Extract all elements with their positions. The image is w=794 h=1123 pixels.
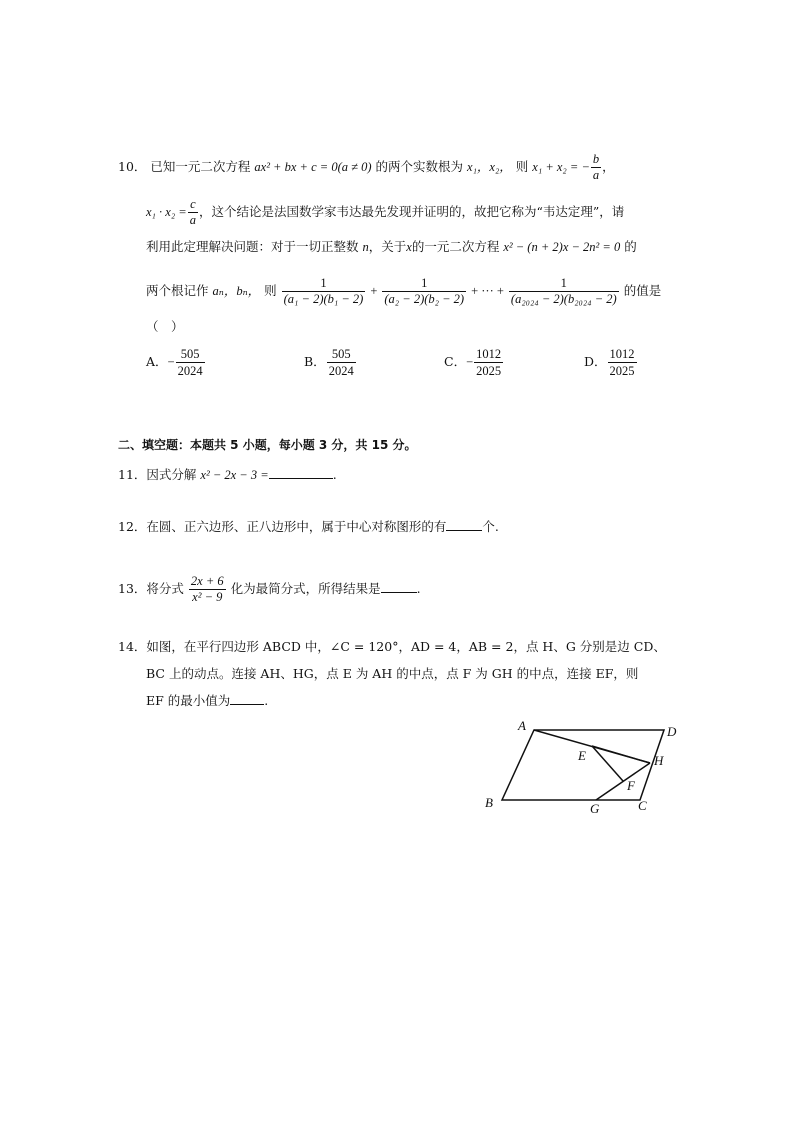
q10-line2: x₁ · x₂ = $\frac{c}{a}$ ，这个结论是法国数学家韦达最先发现并证明的，故把它称为“韦达定理”，请 xyxy=(146,197,625,227)
answer-blank[interactable] xyxy=(269,466,333,479)
fraction-expression: $\frac{2x + 6}{\text{x² − 9}}$ xyxy=(190,574,224,604)
label-g: G xyxy=(590,801,600,816)
q14-line2: BC 上的动点。连接 AH、HG，点 E 为 AH 的中点，点 F 为 GH 的中点，连接 EF，则 xyxy=(146,666,639,681)
q12: 12．在圆、正六边形、正八边形中，属于中心对称图形的有 个. xyxy=(118,519,499,534)
section-heading: 二、填空题：本题共 5 小题，每小题 3 分，共 15 分。 xyxy=(118,438,417,452)
q10-line1: 10． 已知一元二次方程 ax² + bx + c = 0(a ≠ 0) 的两个实数根为 x₁，x₂， 则 x₁ + x₂ = − $\frac{b}{a}$ ， xyxy=(118,152,615,182)
q14-line1: 14．如图，在平行四边形 ABCD 中，∠C = 120°，AD = 4，AB = 2，点 H、G 分别是边 CD、 xyxy=(118,639,666,654)
q14-line3: EF 的最小值为 . xyxy=(146,693,269,708)
label-h: H xyxy=(654,753,664,768)
option-a[interactable]: A．− $\frac{505}{2024}$ xyxy=(146,347,203,378)
answer-blank[interactable] xyxy=(230,692,264,705)
fraction-c-over-a: $\frac{c}{a}$ xyxy=(189,197,196,227)
fraction-b-over-a: $\frac{b}{a}$ xyxy=(592,152,600,182)
label-a: A xyxy=(518,718,526,733)
parallelogram-figure xyxy=(476,712,686,822)
option-d[interactable]: D． $\frac{1012}{2025}$ xyxy=(584,347,635,378)
sum-term-2: $\frac{1}{\text{(a₂ − 2)(b₂ − 2)}}$ xyxy=(384,276,465,306)
answer-blank[interactable] xyxy=(381,580,417,593)
label-f: F xyxy=(627,778,635,793)
option-c[interactable]: C．− $\frac{1012}{2025}$ xyxy=(444,347,502,378)
parallelogram-abcd xyxy=(502,730,664,800)
q13: 13．将分式 $\frac{2x + 6}{\text{x² − 9}}$ 化为最简分式，所得结果是 . xyxy=(118,574,421,604)
sum-term-1: $\frac{1}{\text{(a₁ − 2)(b₁ − 2)}}$ xyxy=(283,276,364,306)
label-c: C xyxy=(638,798,647,813)
q10-line4: 两个根记作 aₙ，bₙ， 则 $\frac{1}{\text{(a₁ − 2)(b₁ − 2)}}$ + $\frac{1}{\text{(a₂ − 2)(b₂ − 2)}}$ + ··· + $\frac{1}{\text{(a₂₀₂₄ − 2)(b₂₀₂₄ − 2)}}$ 的值是 xyxy=(146,276,662,306)
q10-line3: 利用此定理解决问题：对于一切正整数 n，关于x的一元二次方程 x² − (n + 2)x − 2n² = 0 的 xyxy=(146,239,637,254)
quadratic-equation: ax² + bx + c = 0(a ≠ 0) xyxy=(254,160,372,174)
question-number: 10． xyxy=(118,159,147,174)
q11: 11．因式分解 x² − 2x − 3 = . xyxy=(118,467,337,482)
option-b[interactable]: B． $\frac{505}{2024}$ xyxy=(304,347,354,378)
answer-paren: （ ） xyxy=(146,319,184,334)
label-b: B xyxy=(485,795,493,810)
label-e: E xyxy=(578,748,586,763)
sum-term-2024: $\frac{1}{\text{(a₂₀₂₄ − 2)(b₂₀₂₄ − 2)}}$ xyxy=(510,276,617,306)
segment-e-to-h-aux xyxy=(592,746,650,763)
label-d: D xyxy=(667,724,677,739)
answer-blank[interactable] xyxy=(446,518,482,531)
